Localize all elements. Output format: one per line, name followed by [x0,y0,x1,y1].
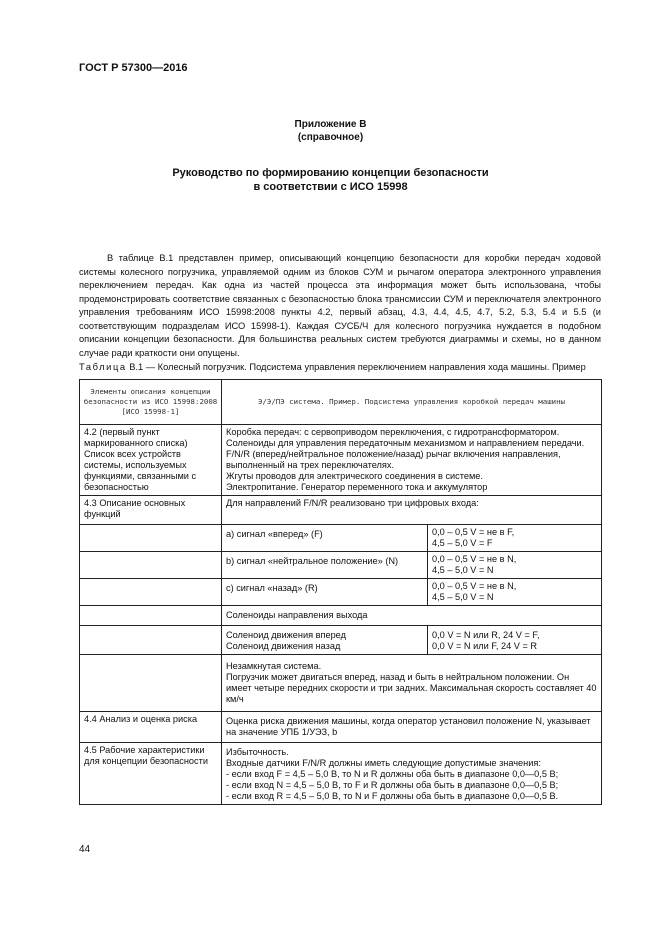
row-label-4-5: 4.5 Рабочие характеристики для концепции безопасности [80,743,222,805]
table-row [80,743,602,805]
value-line: 0,0 – 0,5 V = не в F, [432,527,515,537]
title-line-1: Руководство по формированию концепции безопасности [172,167,489,179]
row-content-4-4: Оценка риска движения машины, когда оператор установил положение N, указывает на значение УПБ 1/УЭЗ, b [222,712,602,743]
value-line: 0,0 – 0,5 V = не в N, [432,554,517,564]
performance-line: - если вход N = 4,5 – 5,0 В, то F и R должны оба быть в диапазоне 0,0—0,5 В; [226,780,559,790]
row-label-4-3: 4.3 Описание основных функций [80,496,222,525]
device-line: Жгуты проводов для электрического соединения в системе. [226,471,483,481]
row-label-4-2: 4.2 (первый пункт маркированного списка) Список всех устройств системы, используемых функциями, связанными с безопасностью [80,425,222,496]
header-cell-elements: Элементы описания концепции безопасности из ИСО 15998:2008 [ИСО 15998-1] [80,380,222,425]
page-number: 44 [79,844,91,855]
performance-line: Входные датчики F/N/R должны иметь следующие допустимые значения: [226,758,541,768]
header-cell-system: Э/Э/ПЭ система. Пример. Подсистема управления коробкой передач машины [222,380,602,425]
signal-neutral: b) сигнал «нейтральное положение» (N) [222,552,428,579]
signal-forward: а) сигнал «вперед» (F) [222,525,428,552]
performance-line: - если вход R = 4,5 – 5,0 В, то N и F должны оба быть в диапазоне 0,0—0,5 В. [226,791,559,801]
table-row [80,552,602,579]
value-line: 4,5 – 5,0 V = F [432,538,493,548]
table-row [80,525,602,552]
row-content-4-5 [222,743,602,805]
document-header: ГОСТ Р 57300—2016 [79,62,188,74]
value-line: 0,0 V = N или F, 24 V = R [432,641,537,651]
table-row [80,496,602,525]
empty-cell [80,626,222,655]
table-row [80,626,602,655]
solenoid-reverse: Соленоид движения назад [226,641,341,651]
annex-heading [0,118,661,144]
signal-neutral-values [428,552,602,579]
table-row [80,425,602,496]
intro-text [79,252,601,360]
signal-forward-values [428,525,602,552]
safety-concept-table [79,379,602,805]
open-system-text: Погрузчик может двигаться вперед, назад и быть в нейтральном положении. Он имеет четыре передних скорости и три задних. Максимальная скорость составляет 40 км/ч [226,672,597,704]
empty-cell [80,579,222,606]
annex-subtitle: (справочное) [297,132,364,143]
performance-line: Избыточность. [226,747,289,757]
device-line: Электропитание. Генератор переменного тока и аккумулятор [226,482,488,492]
device-line: Коробка передач: с сервоприводом переключения, с гидротрансформатором. [226,427,560,437]
table-row [80,606,602,626]
empty-cell [80,606,222,626]
table-row [80,655,602,712]
document-title [0,166,661,194]
solenoid-names [222,626,428,655]
table-header-row [80,380,602,425]
device-line: Соленоиды для управления передаточным механизмом и направлением передачи. [226,438,585,448]
solenoid-values [428,626,602,655]
row-content-4-3: Для направлений F/N/R реализовано три цифровых входа: [222,496,602,525]
row-content-4-2 [222,425,602,496]
value-line: 4,5 – 5,0 V = N [432,592,494,602]
row-label-4-4: 4.4 Анализ и оценка риска [80,712,222,743]
table-row [80,579,602,606]
device-line: F/N/R (вперед/нейтральное положение/назад) рычаг включения направления, выполненный на трех переключателях. [226,449,561,470]
signal-reverse-values [428,579,602,606]
open-system-title: Незамкнутая система. [226,661,322,671]
annex-title: Приложение В [294,119,367,130]
open-system-description [222,655,602,712]
empty-cell [80,552,222,579]
performance-line: - если вход F = 4,5 – 5,0 В, то N и R должны оба быть в диапазоне 0,0—0,5 В; [226,769,559,779]
empty-cell [80,525,222,552]
caption-text: В.1 — Колесный погрузчик. Подсистема управления переключением направления хода машины. Пример [126,362,586,372]
signal-reverse: c) сигнал «назад» (R) [222,579,428,606]
table-row [80,712,602,743]
empty-cell [80,655,222,712]
title-line-2: в соответствии с ИСО 15998 [253,181,408,193]
solenoids-heading: Соленоиды направления выхода [222,606,602,626]
intro-paragraph: В таблице В.1 представлен пример, описывающий концепцию безопасности для коробки передач ходовой системы колесного погрузчика, управляемой одним из блоков СУМ и рычагом оператора электронного управления переключением передач. Как одна из частей процесса эта информация может быть использована, чтобы продемонстрировать соответствие связанных с безопасностью блока трансмиссии СУМ и переключателя электронного управления требованиям ИСО 15998:2008 пункты 4.2, первый абзац, 4.3, 4.4, 4.5, 4.7, 5.2, 5.3, 5.4 и 5.5 (и соответствующим подразделам ИСО 15998-1). Каждая СУСБ/Ч для колесного погрузчика нуждается в подобном описании концепции безопасности. Для большинства реальных систем требуются диаграммы и схемы, но в данном случае ради краткости они опущены. [79,253,601,358]
caption-label: Таблица [79,362,127,372]
solenoid-forward: Соленоид движения вперед [226,630,346,640]
value-line: 4,5 – 5,0 V = N [432,565,494,575]
value-line: 0,0 V = N или R, 24 V = F, [432,630,540,640]
table-caption [79,361,609,373]
value-line: 0,0 – 0,5 V = не в N, [432,581,517,591]
